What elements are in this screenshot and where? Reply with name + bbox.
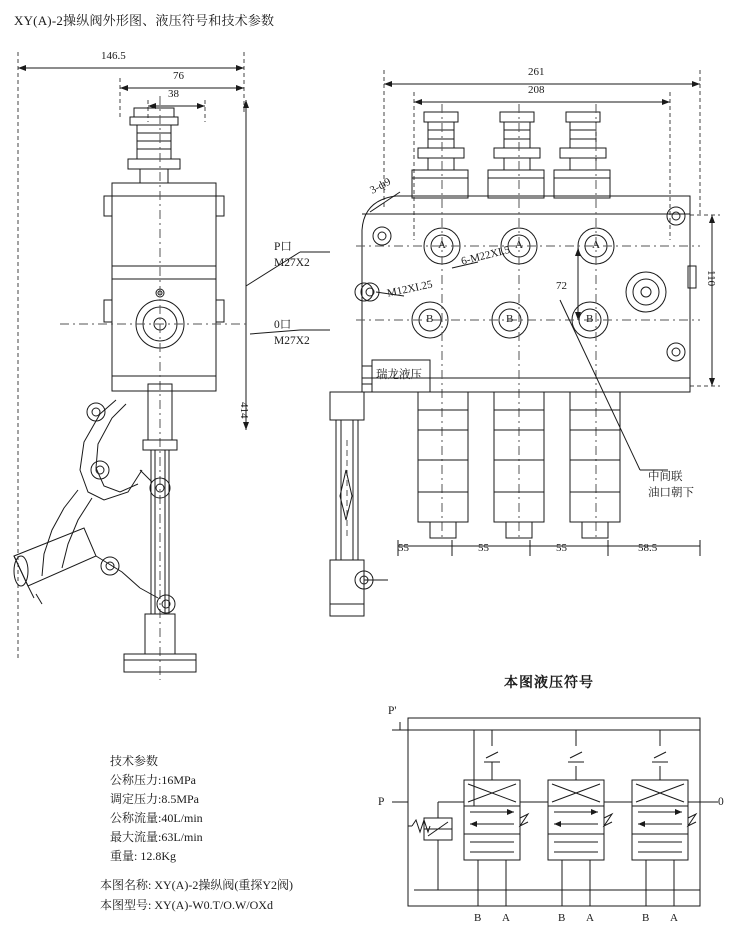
symbol-port-p: P: [378, 796, 385, 808]
symbol-a-2: A: [586, 912, 594, 924]
dim-58-5: 58.5: [638, 542, 658, 554]
callout-6-m22x1-5: 6-M22XI.5: [460, 243, 512, 268]
callout-3-phi-9: 3-ф9: [368, 175, 393, 197]
spec-row-0: 公称压力:16MPa: [110, 773, 197, 787]
label-port-p-line1: P口: [274, 241, 292, 253]
dim-72: 72: [556, 280, 567, 292]
port-b-3: B: [586, 313, 594, 325]
note-text-line1: 中间联: [648, 471, 683, 483]
port-a-3: A: [592, 239, 600, 251]
symbol-port-o: 0: [718, 796, 724, 808]
dim-261: 261: [528, 66, 545, 78]
port-a-2: A: [515, 239, 523, 251]
label-port-o-line1: 0口: [274, 319, 292, 331]
symbol-b-2: B: [558, 912, 566, 924]
symbol-b-1: B: [474, 912, 482, 924]
port-b-2: B: [506, 313, 514, 325]
spec-model-row: 本图型号: XY(A)-W0.T/O.W/OXd: [100, 898, 273, 912]
spec-row-3: 最大流量:63L/min: [110, 830, 203, 844]
symbol-heading: 本图液压符号: [504, 676, 594, 691]
symbol-b-3: B: [642, 912, 650, 924]
dim-208: 208: [528, 84, 545, 96]
note-text-line2: 油口朝下: [648, 486, 694, 499]
spec-row-1: 调定压力:8.5MPa: [110, 792, 200, 806]
dim-110: 110: [705, 270, 717, 287]
port-a-1: A: [438, 239, 446, 251]
dim-76: 76: [173, 70, 184, 82]
dim-414: 414: [238, 402, 250, 419]
label-port-o-line2: M27X2: [274, 334, 310, 347]
callout-m12x1-25: M12XI.25: [386, 278, 434, 300]
specs-heading: 技术参数: [110, 754, 159, 768]
symbol-a-1: A: [502, 912, 510, 924]
symbol-a-3: A: [670, 912, 678, 924]
port-b-1: B: [426, 313, 434, 325]
spec-name-row: 本图名称: XY(A)-2操纵阀(重探Y2阀): [100, 878, 293, 892]
label-port-p-line2: M27X2: [274, 256, 310, 269]
dim-55-c: 55: [556, 542, 567, 554]
page-title: XY(A)-2操纵阀外形图、液压符号和技术参数: [14, 13, 275, 28]
dim-55-a: 55: [398, 542, 409, 554]
spec-row-4: 重量: 12.8Kg: [110, 849, 177, 863]
dim-55-b: 55: [478, 542, 489, 554]
dim-146-5: 146.5: [101, 50, 126, 62]
brand-plate: 瑞龙液压: [376, 369, 422, 381]
symbol-port-p-prime: P': [388, 705, 397, 717]
dim-38: 38: [168, 88, 179, 100]
spec-row-2: 公称流量:40L/min: [110, 811, 203, 825]
